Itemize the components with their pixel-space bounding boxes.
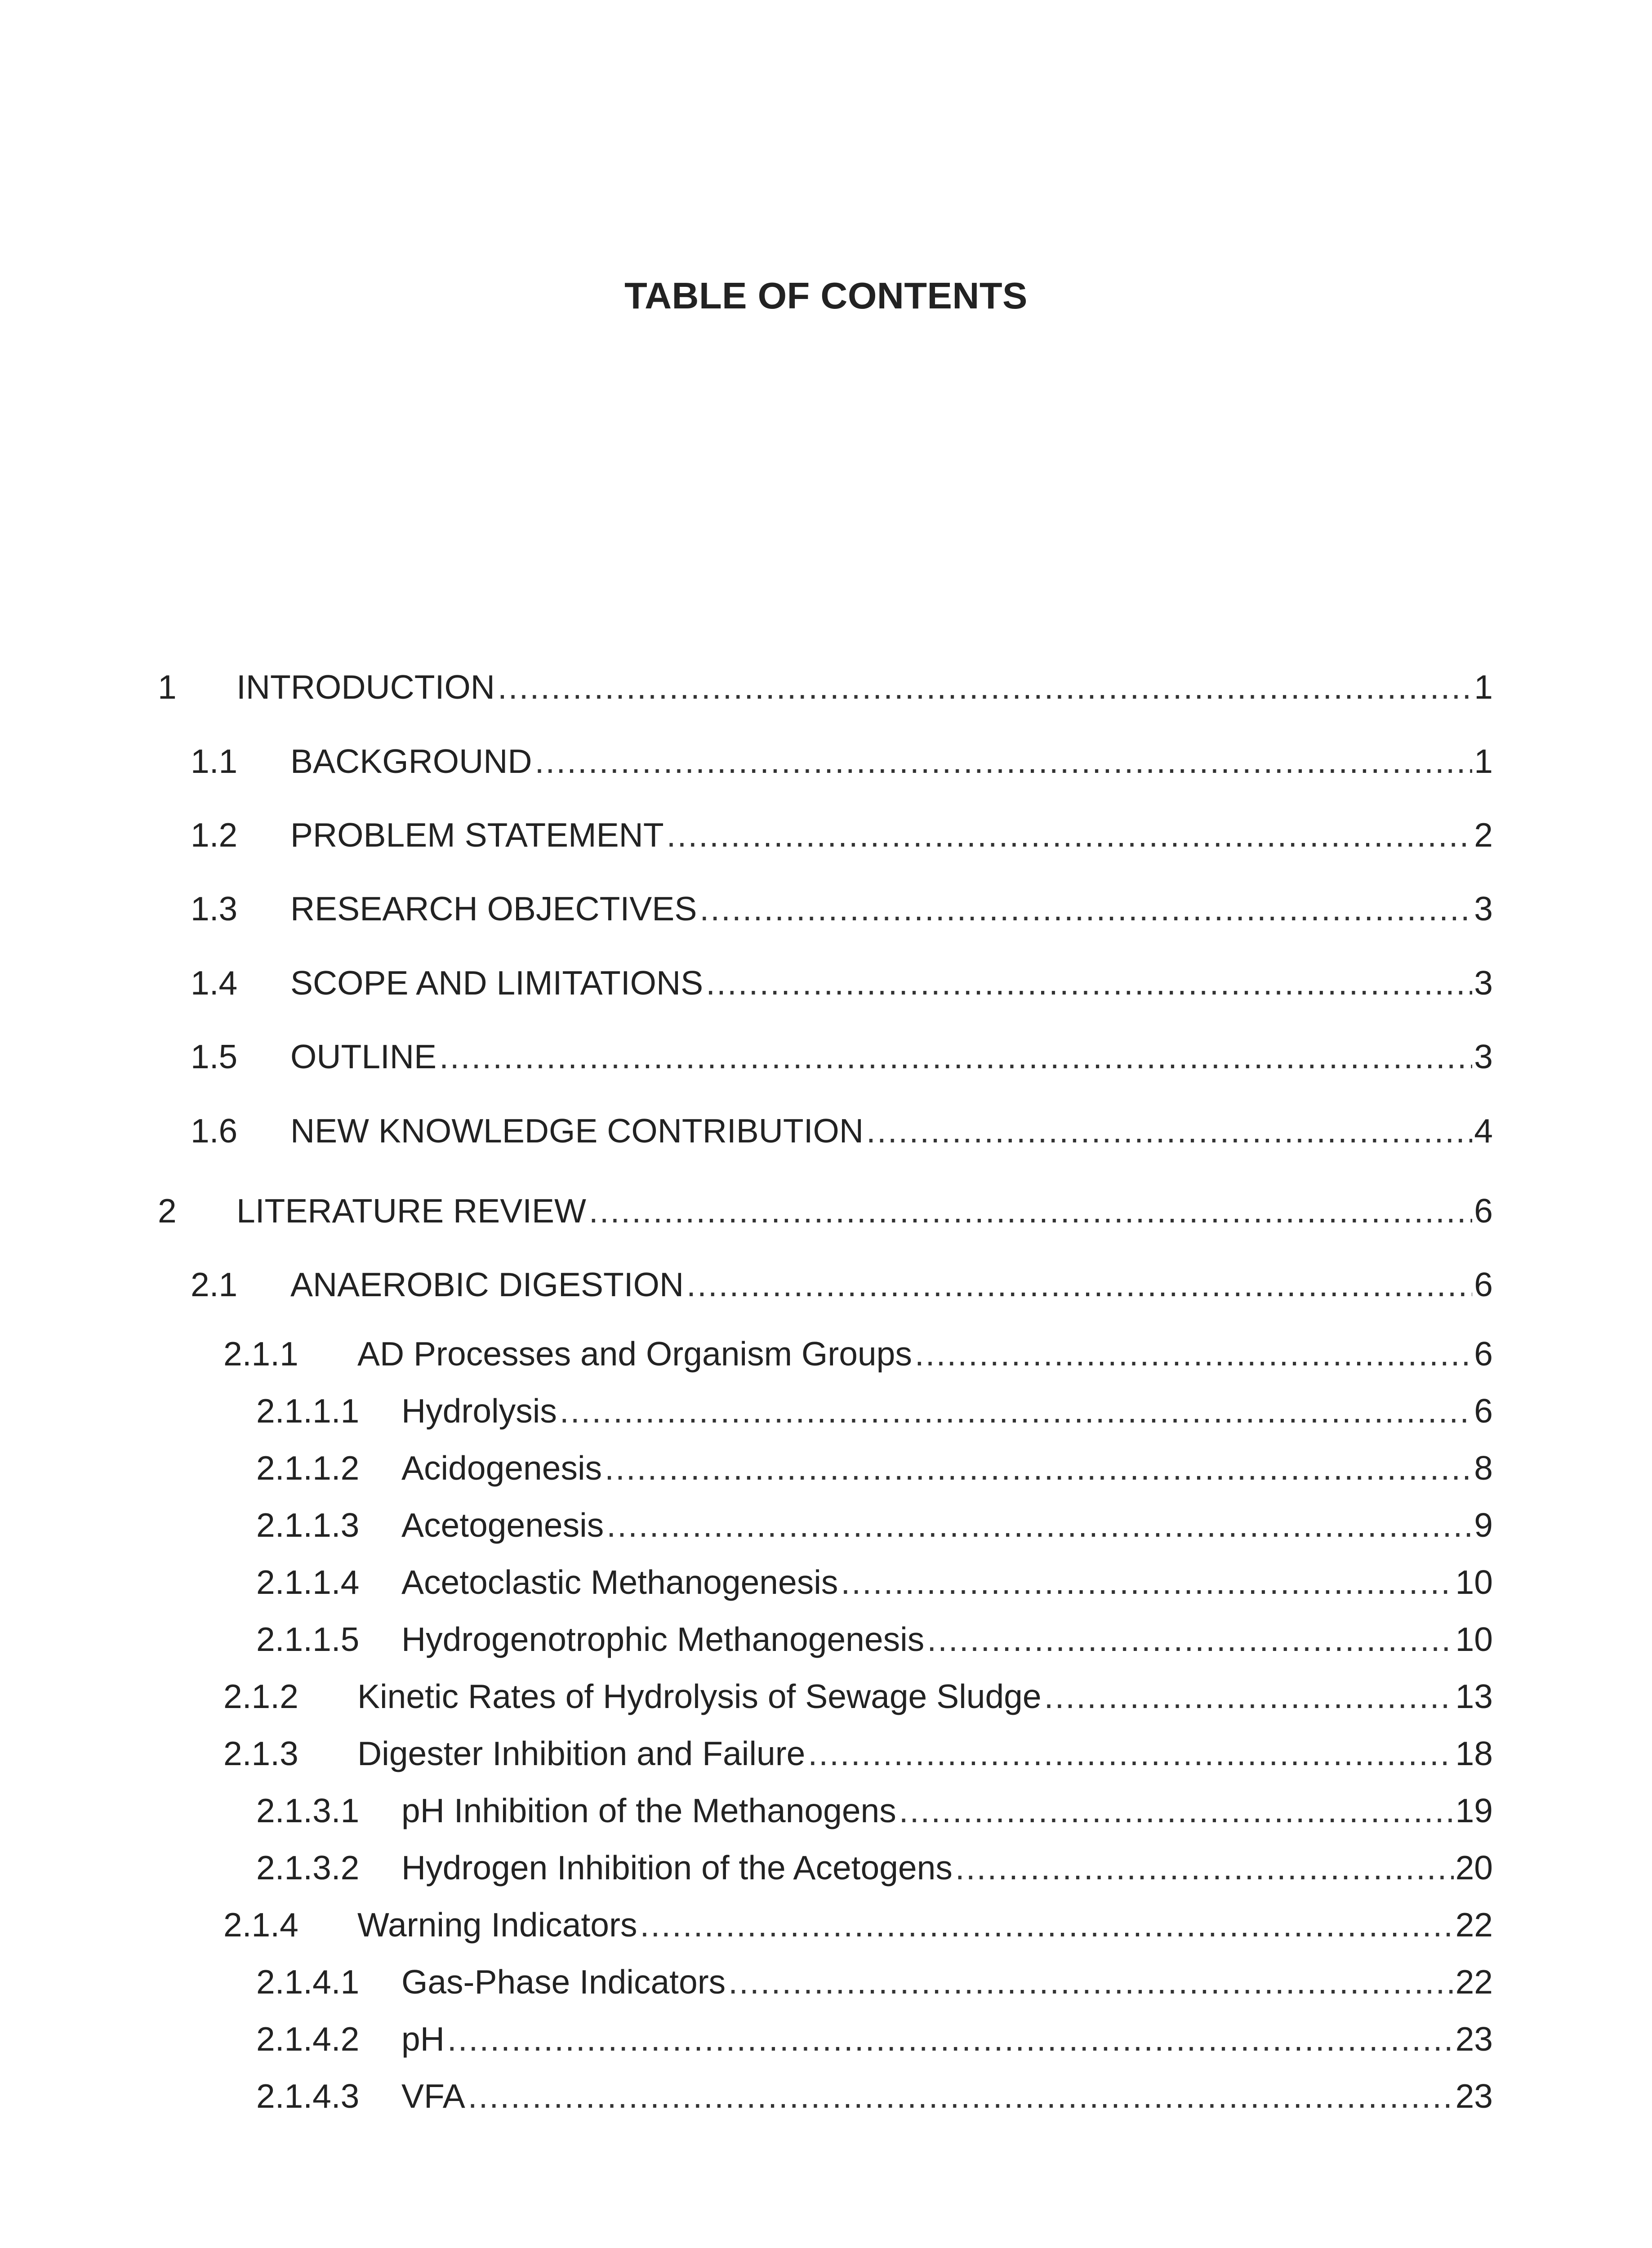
toc-entry[interactable] [191,1034,1493,1079]
toc-entry-label: Acetogenesis [401,1506,604,1544]
dot-leader [728,1959,1453,2004]
toc-entry[interactable] [256,1388,1493,1433]
toc-entry[interactable] [223,1731,1493,1776]
toc-entry-number: 2.1.3.1 [256,1792,360,1829]
toc-entry-page: 22 [1455,1906,1493,1944]
dot-leader [706,960,1472,1005]
dot-leader [447,2016,1454,2061]
toc-entry-number: 2.1.2 [223,1677,298,1715]
toc-entry[interactable] [191,812,1493,857]
toc-entry-number: 1.1 [191,742,238,780]
toc-entry-number: 2.1.4.1 [256,1963,360,2001]
toc-entry-page: 20 [1455,1849,1493,1887]
toc-entry-page: 19 [1455,1792,1493,1829]
dot-leader [606,1503,1472,1548]
toc-entry-label: Kinetic Rates of Hydrolysis of Sewage Sludge [357,1677,1042,1715]
toc-entry[interactable] [256,1617,1493,1662]
dot-leader [535,739,1473,784]
toc-entry[interactable] [256,1788,1493,1833]
toc-entry[interactable] [158,665,1493,709]
toc-entry-label: ANAEROBIC DIGESTION [290,1266,684,1303]
dot-leader [589,1188,1472,1233]
toc-entry-page: 1 [1474,668,1493,706]
toc-entry-label: PROBLEM STATEMENT [290,816,664,854]
toc-entry[interactable] [256,1445,1493,1490]
toc-entry-label: Acidogenesis [401,1449,602,1487]
toc-entry-number: 1.3 [191,890,238,928]
dot-leader [686,1262,1472,1307]
toc-entry[interactable] [191,1262,1493,1307]
toc-entry-page: 6 [1474,1335,1493,1373]
dot-leader [899,1788,1454,1833]
toc-entry[interactable] [191,960,1493,1005]
toc-entry-label: LITERATURE REVIEW [236,1192,586,1230]
toc-entry-label: BACKGROUND [290,742,532,780]
dot-leader [866,1108,1472,1153]
toc-entry-page: 13 [1455,1677,1493,1715]
toc-entry-page: 3 [1474,890,1493,928]
toc-entry-number: 2.1 [191,1266,238,1303]
dot-leader [915,1331,1472,1376]
toc-entry-page: 1 [1474,742,1493,780]
toc-entry-number: 1 [158,668,177,706]
toc-entry-page: 6 [1474,1192,1493,1230]
toc-entry-label: RESEARCH OBJECTIVES [290,890,697,928]
toc-entry-number: 2.1.4.2 [256,2020,360,2058]
toc-entry-label: OUTLINE [290,1038,437,1075]
toc-entry[interactable] [256,1503,1493,1548]
toc-entry-number: 1.5 [191,1038,238,1075]
toc-entry-page: 3 [1474,964,1493,1002]
toc-entry[interactable] [191,1108,1493,1153]
toc-entry-number: 2.1.3.2 [256,1849,360,1887]
toc-entry-label: Acetoclastic Methanogenesis [401,1563,838,1601]
toc-entry-number: 1.2 [191,816,238,854]
toc-entry[interactable] [158,1188,1493,1233]
dot-leader [640,1902,1454,1947]
toc-entry-page: 9 [1474,1506,1493,1544]
dot-leader [667,812,1473,857]
toc-entry[interactable] [223,1331,1493,1376]
toc-entry-page: 6 [1474,1392,1493,1430]
toc-entry-number: 2.1.1 [223,1335,298,1373]
toc-entry-label: NEW KNOWLEDGE CONTRIBUTION [290,1112,864,1150]
dot-leader [841,1560,1453,1605]
dot-leader [605,1445,1472,1490]
toc-entry[interactable] [256,1845,1493,1890]
toc-entry-page: 6 [1474,1266,1493,1303]
dot-leader [955,1845,1454,1890]
toc-entry-number: 2.1.1.4 [256,1563,360,1601]
toc-entry[interactable] [256,2074,1493,2119]
toc-entry-page: 23 [1455,2077,1493,2115]
toc-entry-number: 2.1.4 [223,1906,298,1944]
toc-entry-page: 4 [1474,1112,1493,1150]
page-title: TABLE OF CONTENTS [624,275,1028,317]
toc-entry-page: 23 [1455,2020,1493,2058]
dot-leader [439,1034,1472,1079]
toc-entry[interactable] [223,1902,1493,1947]
toc-entry-page: 3 [1474,1038,1493,1075]
toc-entry[interactable] [191,739,1493,784]
dot-leader [498,665,1472,709]
toc-entry-number: 2 [158,1192,177,1230]
toc-entry-label: Warning Indicators [357,1906,637,1944]
toc-entry-number: 2.1.4.3 [256,2077,360,2115]
toc-entry[interactable] [223,1674,1493,1719]
toc-entry-number: 2.1.1.1 [256,1392,360,1430]
toc-entry[interactable] [256,2016,1493,2061]
dot-leader [560,1388,1472,1433]
toc-entry-label: SCOPE AND LIMITATIONS [290,964,704,1002]
toc-entry-page: 10 [1455,1620,1493,1658]
toc-entry-label: pH [401,2020,445,2058]
toc-entry-number: 1.4 [191,964,238,1002]
toc-entry-number: 2.1.1.2 [256,1449,360,1487]
toc-entry-label: Gas-Phase Indicators [401,1963,726,2001]
toc-entry-number: 2.1.3 [223,1735,298,1772]
toc-entry-number: 2.1.1.5 [256,1620,360,1658]
toc-entry-page: 18 [1455,1735,1493,1772]
toc-entry[interactable] [256,1959,1493,2004]
toc-entry-label: Digester Inhibition and Failure [357,1735,806,1772]
dot-leader [1044,1674,1454,1719]
toc-entry-label: Hydrogen Inhibition of the Acetogens [401,1849,953,1887]
toc-entry-label: VFA [401,2077,465,2115]
toc-entry-label: pH Inhibition of the Methanogens [401,1792,896,1829]
toc-entry-page: 10 [1455,1563,1493,1601]
toc-entry-page: 8 [1474,1449,1493,1487]
dot-leader [808,1731,1453,1776]
toc-entry-label: Hydrolysis [401,1392,557,1430]
toc-entry-page: 22 [1455,1963,1493,2001]
dot-leader [699,886,1472,931]
toc-entry-page: 2 [1474,816,1493,854]
toc-entry-label: INTRODUCTION [236,668,495,706]
toc-entry[interactable] [191,886,1493,931]
toc-entry-label: Hydrogenotrophic Methanogenesis [401,1620,925,1658]
toc-entry-number: 2.1.1.3 [256,1506,360,1544]
dot-leader [927,1617,1453,1662]
toc-entry-label: AD Processes and Organism Groups [357,1335,912,1373]
dot-leader [468,2074,1454,2119]
toc-entry-number: 1.6 [191,1112,238,1150]
toc-entry[interactable] [256,1560,1493,1605]
